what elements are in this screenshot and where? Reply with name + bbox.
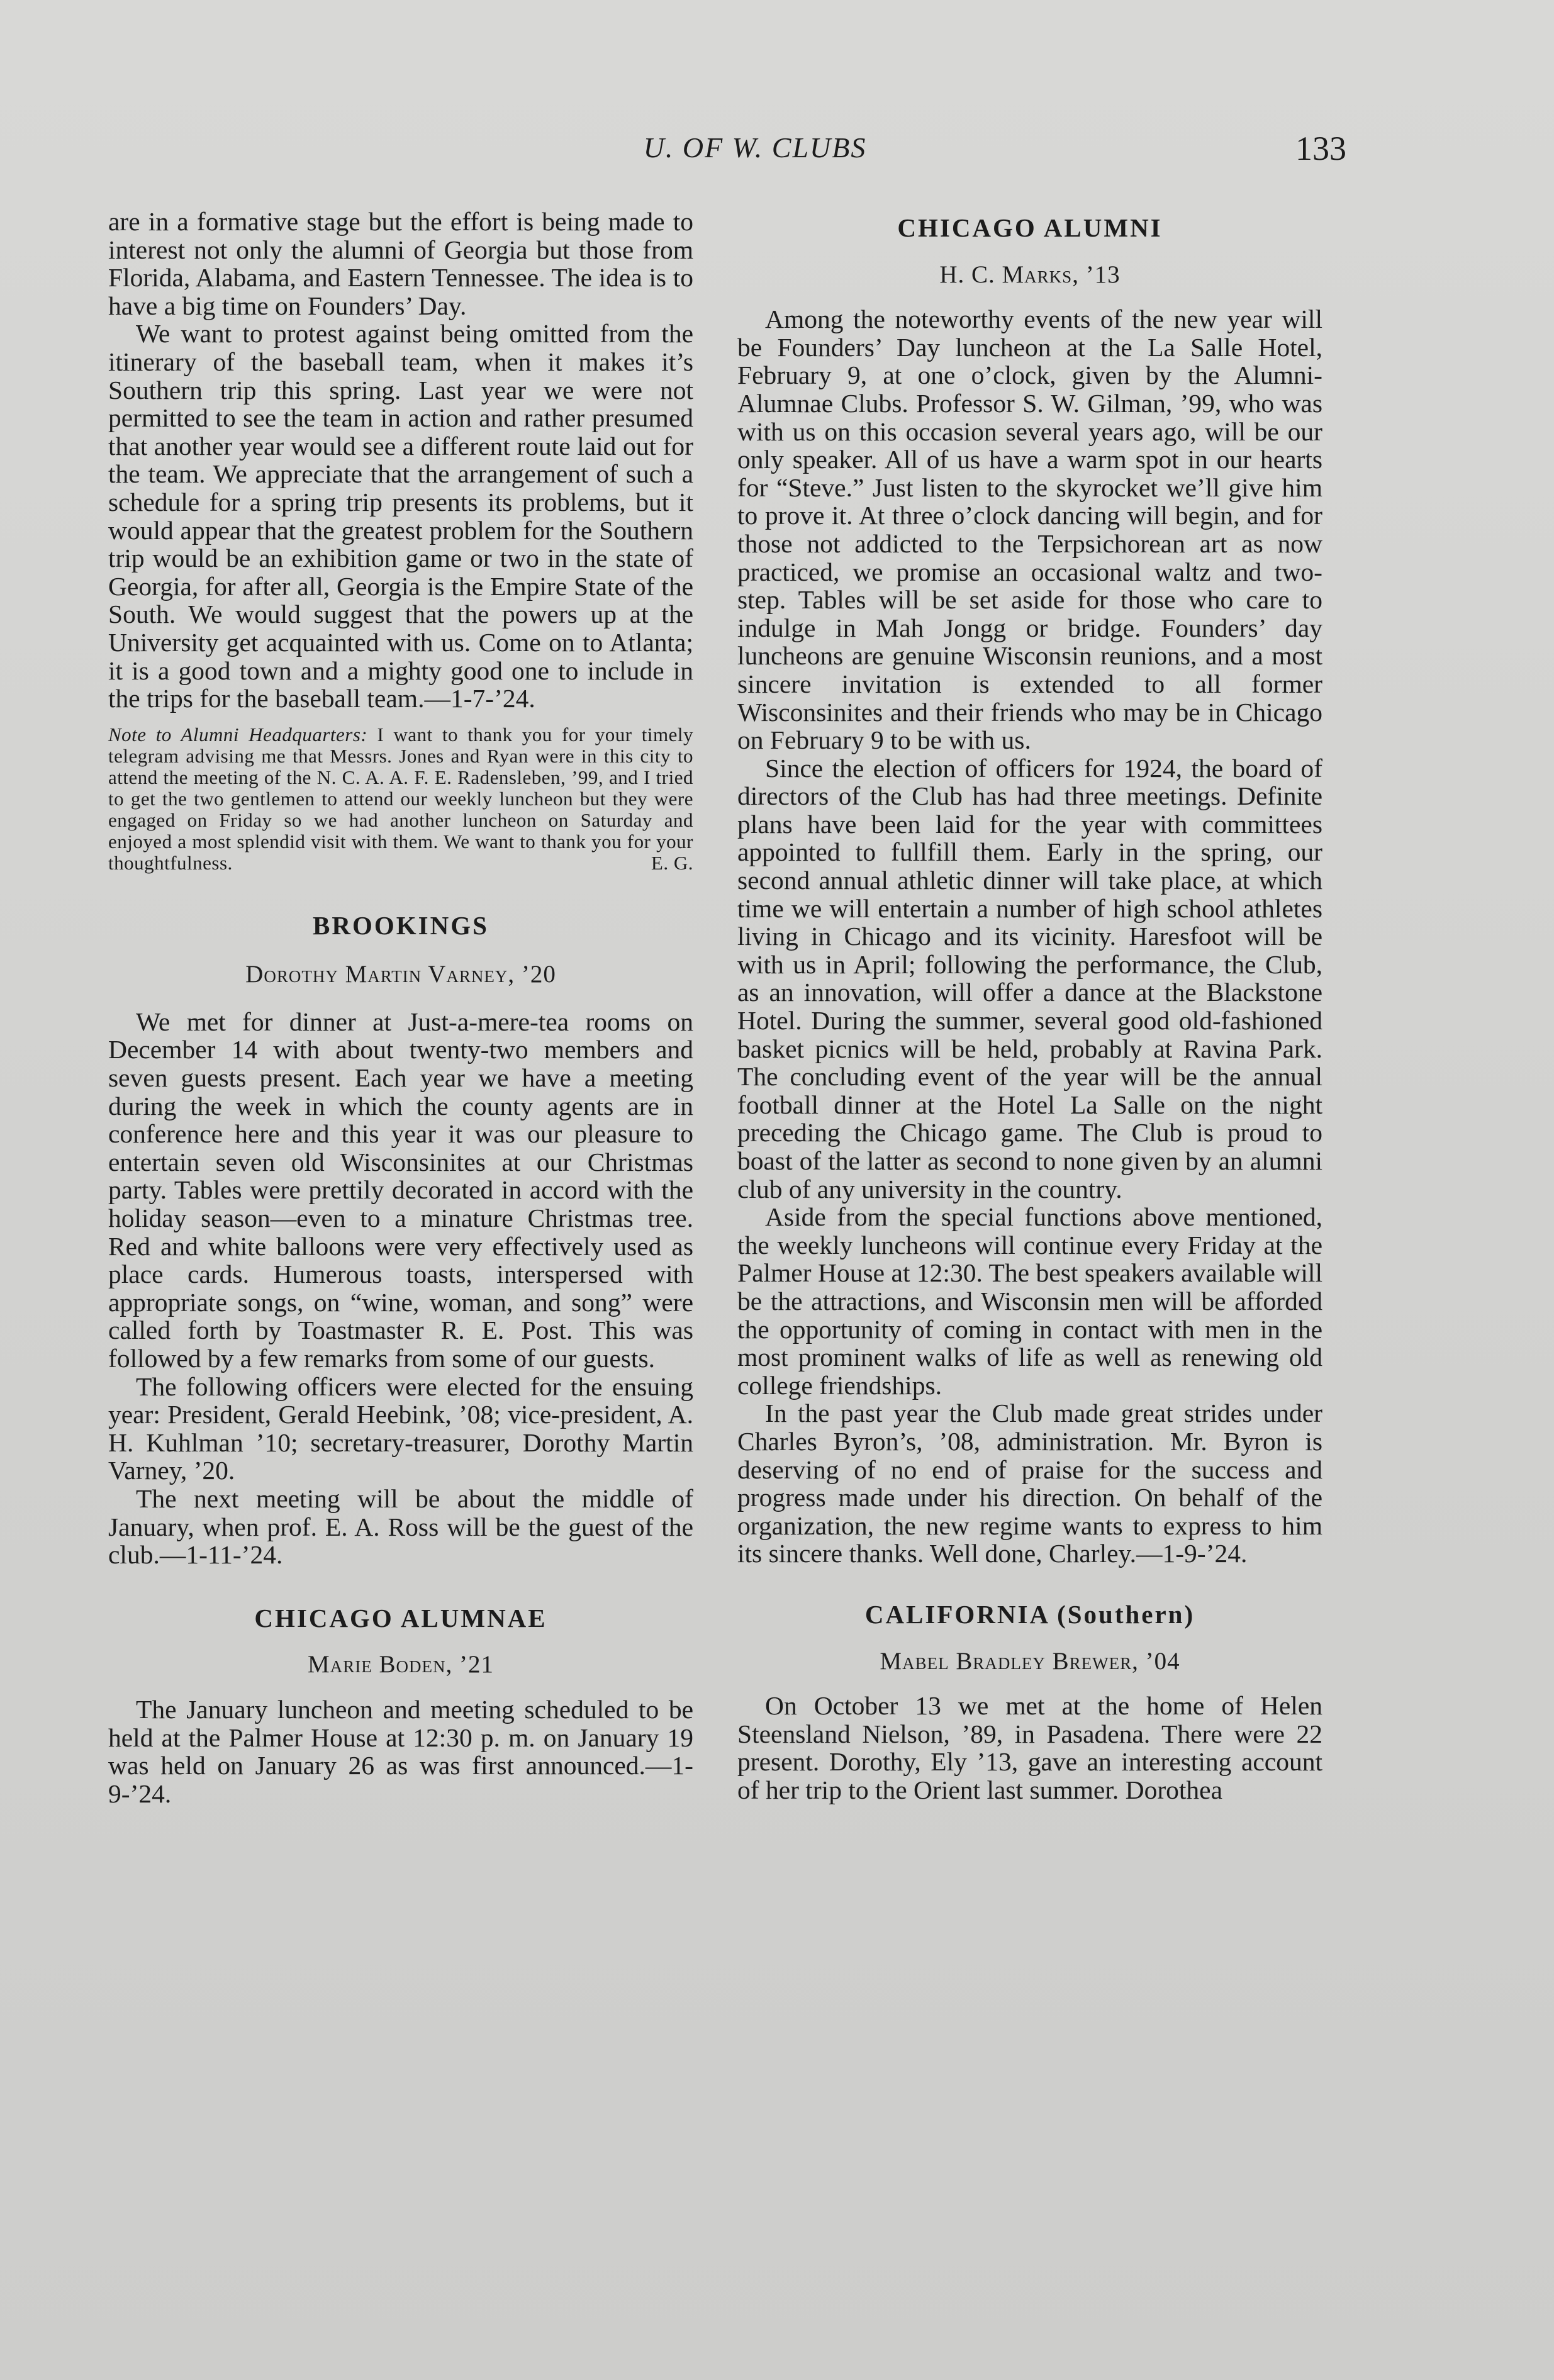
byline-chicago-alumnae: Marie Boden, ’21 [308, 1651, 494, 1679]
paragraph: Aside from the special functions above mentioned, the weekly luncheons will continue every Friday at the Palmer House at 12:30. The best speakers available will be the attractions, and Wisconsin men will be afforded the opportunity of coming in contact with men in the most prominent walks of life as well as renewing old college friendships. [737, 1202, 1322, 1400]
note-body: I want to thank you for your timely telegram advising me that Messrs. Jones and Ryan were in this city to attend the meeting of the N. C. A. A. F. E. Radensleben, ’99, and I tried to get the two gentlemen to attend our weekly luncheon but they were engaged on Friday so we had another luncheon on Saturday and enjoyed a most splendid visit with them. We want to thank you for your thoughtfulness. [108, 723, 693, 874]
section-heading-brookings: BROOKINGS [313, 910, 489, 940]
california-heading-text: CALIFORNIA [864, 1599, 1049, 1629]
paragraph: On October 13 we met at the home of Helen Steensland Nielson, ’89, in Pasadena. There were 22 present. Dorothy, Ely ’13, gave an interesting account of her trip to the Orient last summer. Dorothea [737, 1691, 1322, 1804]
section-heading-chicago-alumnae: CHICAGO ALUMNAE [254, 1603, 547, 1633]
left-column [108, 208, 693, 1807]
right-column [737, 208, 1322, 1804]
paragraph: We want to protest against being omitted from the itinerary of the baseball team, when it makes it’s Southern trip this spring. Last year we were not permitted to see the team in action and rather presumed that another year would see a different route laid out for the team. We appreciate that the arrangement of such a schedule for a spring trip presents its problems, but it would appear that the greatest problem for the Southern trip would be an exhibition game or two in the state of Georgia, for after all, Georgia is the Empire State of the South. We would suggest that the powers up at the University get acquainted with us. Come on to Atlanta; it is a good town and a mighty good one to include in the trips for the baseball team.—1-7-’24. [108, 319, 693, 713]
paragraph: The January luncheon and meeting scheduled to be held at the Palmer House at 12:30 p. m. on January 19 was held on January 26 as was first announced.—1-9-’24. [108, 1694, 693, 1808]
note-lead: Note to Alumni Headquarters: [108, 723, 368, 746]
section-heading-california [737, 1601, 1322, 1629]
running-head: U. OF W. CLUBS [643, 131, 867, 164]
byline-brookings: Dorothy Martin Varney, ’20 [245, 961, 556, 988]
paragraph: are in a formative stage but the effort is being made to interest not only the alumni of Georgia but those from Florida, Alabama, and Eastern Tennessee. The idea is to have a big time on Founders’ Day. [108, 207, 693, 320]
paragraph: Among the noteworthy events of the new year will be Founders’ Day luncheon at the La Salle Hotel, February 9, at one o’clock, given by the Alumni-Alumnae Clubs. Professor S. W. Gilman, ’99, who was with us on this occasion several years ago, will be our only speaker. All of us have a warm spot in our hearts for “Steve.” Just listen to the skyrocket we’ll give him to prove it. At three o’clock dancing will begin, and for those not addicted to the Terpsichorean art as now practiced, we promise an occasional waltz and two-step. Tables will be set aside for those who care to indulge in Mah Jongg or bridge. Founders’ day luncheons are genuine Wisconsin reunions, and a most sincere invitation is extended to all former Wisconsinites and their friends who may be in Chicago on February 9 to be with us. [737, 304, 1322, 755]
paragraph: The next meeting will be about the middle of January, when prof. E. A. Ross will be the guest of the club.—1-11-’24. [108, 1483, 693, 1570]
paragraph: Since the election of officers for 1924, the board of directors of the Club has had three meetings. Definite plans have been laid for the year with committees appointed to fullfill them. Early in the spring, our second annual athletic dinner will take place, at which time we will entertain a number of high school athletes living in Chicago and its vicinity. Haresfoot will be with us in April; following the performance, the Club, as an innovation, will offer a dance at the Blackstone Hotel. During the summer, several good old-fashioned basket picnics will be held, probably at Ravina Park. The concluding event of the year will be the annual football dinner at the Hotel La Salle on the night preceding the Chicago game. The Club is proud to boast of the latter as second to none given by an alumni club of any university in the country. [737, 753, 1322, 1204]
section-heading-chicago-alumni: CHICAGO ALUMNI [897, 213, 1163, 242]
paragraph: We met for dinner at Just-a-mere-tea rooms on December 14 with about twenty-two members and seven guests present. Each year we have a meeting during the week in which the county agents are in conference here and this year it was our pleasure to entertain seven old Wisconsinites at our Christmas party. Tables were prettily decorated in accord with the holiday season—even to a minature Christmas tree. Red and white balloons were very effectively used as place cards. Humerous toasts, interspersed with appropriate songs, on “wine, woman, and song” were called forth by Toastmaster R. E. Post. This was followed by a few remarks from some of our guests. [108, 1007, 693, 1373]
byline-chicago-alumni: H. C. Marks, ’13 [939, 260, 1121, 288]
page-number: 133 [1295, 130, 1346, 167]
note-signature: E. G. [651, 851, 693, 874]
byline-california: Mabel Bradley Brewer, ’04 [880, 1647, 1180, 1675]
editor-note [108, 724, 693, 874]
california-heading-suffix: (Southern) [1057, 1599, 1195, 1629]
paragraph: In the past year the Club made great strides under Charles Byron’s, ’08, administration. Mr. Byron is deserving of no end of praise for the success and progress made under his direction. On behalf of the organization, the new regime wants to express to him its sincere thanks. Well done, Charley.—1-9-’24. [737, 1399, 1322, 1568]
paragraph: The following officers were elected for the ensuing year: President, Gerald Heebink, ’08; vice-president, A. H. Kuhlman ’10; secretary-treasurer, Dorothy Martin Varney, ’20. [108, 1372, 693, 1485]
